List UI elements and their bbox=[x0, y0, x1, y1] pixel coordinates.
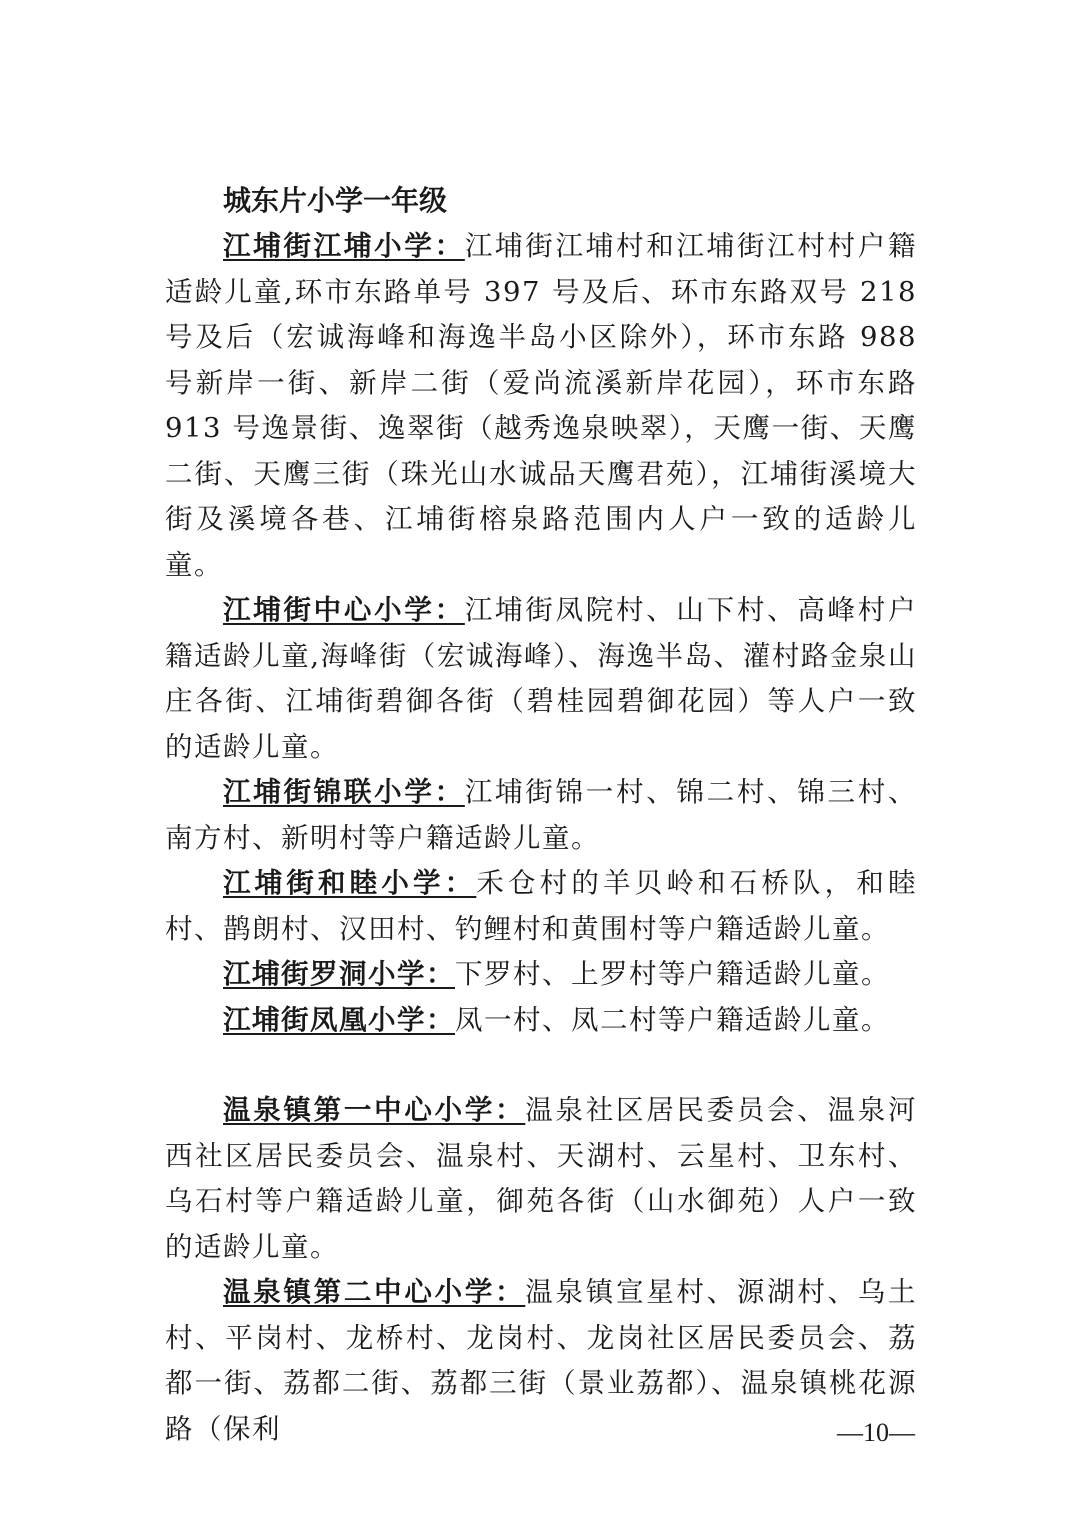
school-area: 江埔街锦一村、锦二村、锦三村、南方村、新明村等户籍适龄儿童。 bbox=[165, 776, 918, 854]
school-name: 江埔街凤凰小学： bbox=[223, 1003, 455, 1036]
school-name: 江埔街和睦小学： bbox=[223, 867, 477, 899]
school-entry-jinlian bbox=[165, 770, 917, 861]
school-area: 温泉社区居民委员会、温泉河西社区居民委员会、温泉村、天湖村、云星村、卫东村、乌石村等户籍适龄儿童，御苑各街（山水御苑）人户一致的适龄儿童。 bbox=[165, 1094, 918, 1263]
school-name: 江埔街中心小学： bbox=[223, 594, 465, 626]
section-heading: 城东片小学一年级 bbox=[223, 184, 448, 217]
section-gap bbox=[165, 1043, 917, 1088]
school-area: 凤一村、凤二村等户籍适龄儿童。 bbox=[455, 1003, 890, 1036]
school-entry-luodong bbox=[165, 952, 917, 998]
school-area: 江埔街凤院村、山下村、高峰村户籍适龄儿童,海峰街（宏诚海峰）、海逸半岛、灌村路金泉山庄各街、江埔街碧御各街（碧桂园碧御花园）等人户一致的适龄儿童。 bbox=[165, 594, 918, 763]
school-area: 禾仓村的羊贝岭和石桥队，和睦村、鹊朗村、汉田村、钓鲤村和黄围村等户籍适龄儿童。 bbox=[165, 867, 918, 945]
school-entry-jiangpu bbox=[165, 224, 917, 588]
school-name: 江埔街罗洞小学： bbox=[223, 958, 455, 990]
document-body bbox=[165, 178, 917, 1452]
school-entry-hemu bbox=[165, 861, 917, 952]
school-area: 下罗村、上罗村等户籍适龄儿童。 bbox=[455, 958, 890, 990]
school-entry-wenquan-1 bbox=[165, 1088, 917, 1270]
page-number: —10— bbox=[837, 1418, 915, 1447]
school-name: 温泉镇第一中心小学： bbox=[223, 1094, 526, 1126]
school-name: 江埔街江埔小学： bbox=[223, 230, 465, 262]
school-name: 江埔街锦联小学： bbox=[223, 776, 465, 808]
school-area: 温泉镇宣星村、源湖村、乌土村、平岗村、龙桥村、龙岗村、龙岗社区居民委员会、荔都一街、荔都二街、荔都三街（景业荔都）、温泉镇桃花源路（保利 bbox=[165, 1276, 918, 1445]
school-name: 温泉镇第二中心小学： bbox=[223, 1276, 526, 1308]
school-entry-wenquan-2 bbox=[165, 1270, 917, 1452]
school-area: 江埔街江埔村和江埔街江村村户籍适龄儿童,环市东路单号 397 号及后、环市东路双号 218 号及后（宏诚海峰和海逸半岛小区除外），环市东路 988 号新岸一街、新岸二街（爱尚流溪新岸花园），环市东路 913 号逸景街、逸翠街（越秀逸泉映翠），天鹰一街、天鹰二街、天鹰三街（珠光山水诚品天鹰君苑），江埔街溪境大街及溪境各巷、江埔街榕泉路范围内人户一致的适龄儿童。 bbox=[165, 230, 918, 581]
school-entry-fenghuang bbox=[165, 998, 917, 1044]
school-entry-jiangpu-center bbox=[165, 588, 917, 770]
